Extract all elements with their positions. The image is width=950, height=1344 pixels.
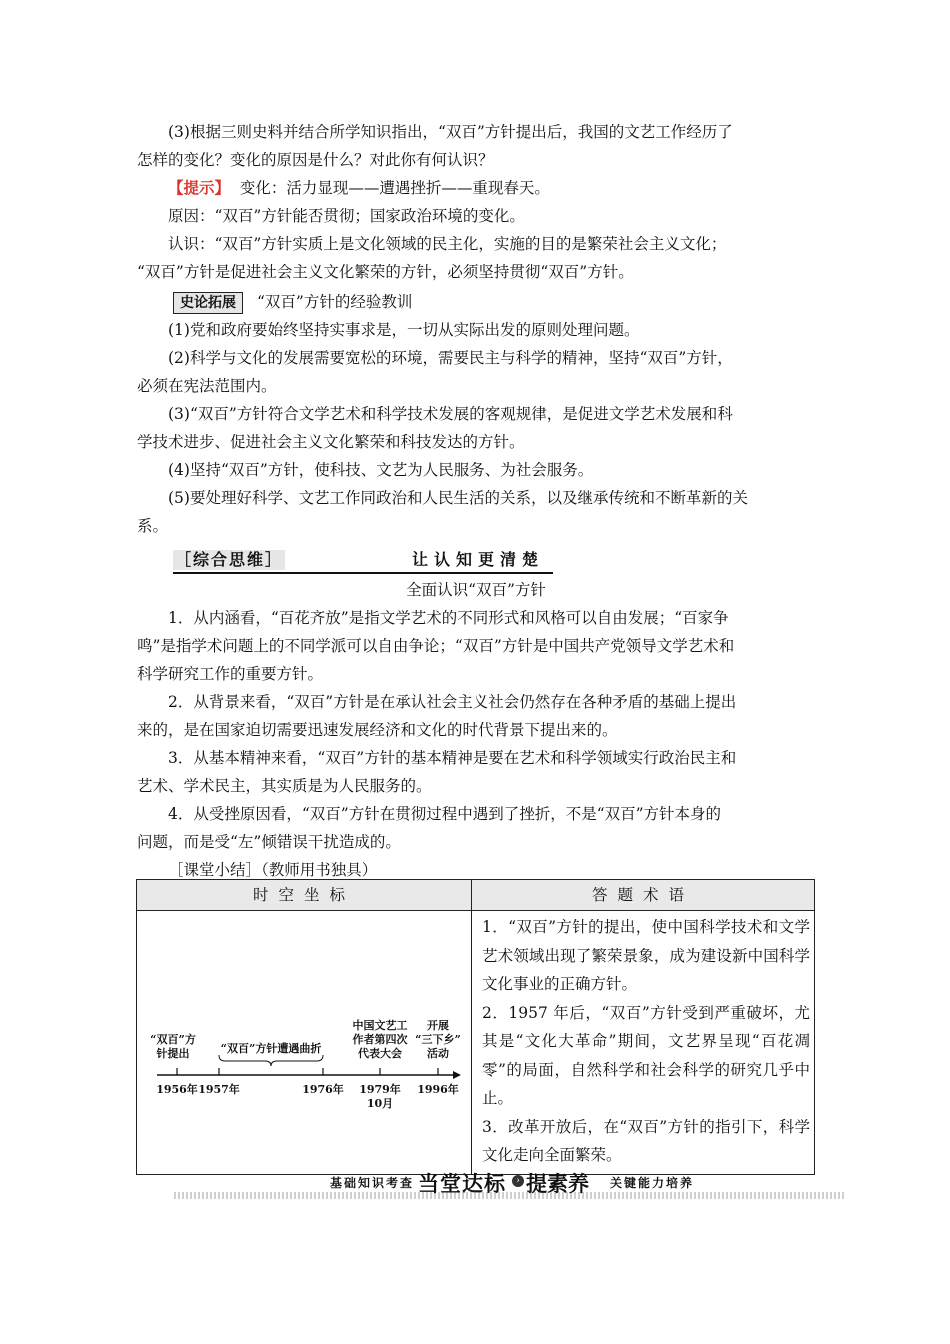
timeline-year: 1979年 — [359, 1082, 401, 1096]
synthesis-underline — [173, 572, 553, 574]
summary-col-timeline-header: 时空坐标 — [137, 880, 472, 911]
hint-reason: 原因：“双百”方针能否贯彻；国家政治环境的变化。 — [168, 207, 525, 225]
timeline-event-label: 中国文艺工 — [352, 1018, 408, 1032]
expand-item: (1)党和政府要始终坚持实事求是，一切从实际出发的原则处理问题。 — [168, 321, 640, 339]
timeline-arrow-head — [453, 1071, 461, 1079]
answer-terms-cell — [472, 911, 815, 1175]
footer-arrow-icon: › — [512, 1175, 524, 1187]
answer-term: 3．改革开放后，在“双百”方针的指引下，科学文化走向全面繁荣。 — [482, 1117, 810, 1164]
hint-change — [137, 174, 815, 202]
document-body — [137, 118, 815, 884]
synthesis-line: 2．从背景来看，“双百”方针是在承认社会主义社会仍然存在各种矛盾的基础上提出 — [168, 693, 737, 711]
summary-col-terms-header: 答题术语 — [472, 880, 815, 911]
synthesis-line: 4．从受挫原因看，“双百”方针在贯彻过程中遇到了挫折，不是“双百”方针本身的 — [168, 805, 722, 823]
expand-item: (3)“双百”方针符合文学艺术和科学技术发展的客观规律，是促进文学艺术发展和科 — [168, 405, 733, 423]
timeline-event-label: “双百”方 — [150, 1032, 196, 1046]
timeline-event-label: “三下乡” — [415, 1032, 461, 1046]
expand-item: 学技术进步、促进社会主义文化繁荣和科技发达的方针。 — [137, 433, 525, 451]
footer-left-text: 基础知识考查 — [330, 1176, 415, 1190]
synthesis-label: ［综合思维］ — [175, 550, 284, 569]
synthesis-line: 科学研究工作的重要方针。 — [137, 665, 324, 683]
footer-main-text-2: 提素养 — [526, 1172, 589, 1196]
footer-main-text: 当堂达标 — [418, 1172, 506, 1196]
summary-label: ［课堂小结］（教师用书独具） — [168, 861, 378, 879]
footer-right-text: 关键能力培养 — [610, 1176, 695, 1190]
synthesis-heading — [137, 546, 815, 576]
expand-item: 必须在宪法范围内。 — [137, 377, 277, 395]
timeline-event-label: 活动 — [427, 1046, 449, 1060]
question-3-line1: (3)根据三则史料并结合所学知识指出，“双百”方针提出后，我国的文艺工作经历了 — [168, 123, 733, 141]
answer-term: 1．“双百”方针的提出，使中国科学技术和文学艺术领域出现了繁荣景象，成为建设新中国科学文化事业的正确方针。 — [482, 918, 810, 993]
expand-label: 史论拓展 — [173, 292, 243, 314]
expand-heading — [137, 288, 815, 316]
timeline-year: 1956年 — [156, 1082, 198, 1096]
synthesis-right-title: 让认知更清楚 — [412, 550, 545, 569]
timeline-month: 10月 — [366, 1096, 394, 1110]
expand-item: 系。 — [137, 517, 169, 535]
expand-title: “双百”方针的经验教训 — [257, 293, 413, 311]
hint-view-line2: “双百”方针是促进社会主义文化繁荣的方针，必须坚持贯彻“双百”方针。 — [137, 263, 634, 281]
hint-tag: 【提示】 — [168, 179, 231, 197]
question-3-line2: 怎样的变化？变化的原因是什么？对此你有何认识？ — [137, 151, 494, 169]
synthesis-line: 鸣”是指学术问题上的不同学派可以自由争论；“双百”方针是中国共产党领导文学艺术和 — [137, 637, 735, 655]
synthesis-line: 问题，而是受“左”倾错误干扰造成的。 — [137, 833, 401, 851]
timeline-event-label: 代表大会 — [358, 1046, 402, 1060]
summary-table — [136, 879, 815, 1175]
timeline-year: 1957年 — [198, 1082, 240, 1096]
timeline-diagram — [137, 915, 471, 1166]
synthesis-subtitle: 全面认识“双百”方针 — [406, 581, 546, 599]
synthesis-line: 艺术、学术民主，其实质是为人民服务的。 — [137, 777, 432, 795]
timeline-event-label: 针提出 — [156, 1046, 190, 1060]
synthesis-line: 1．从内涵看，“百花齐放”是指文学艺术的不同形式和风格可以自由发展；“百家争 — [168, 609, 729, 627]
footer-banner — [174, 1168, 844, 1202]
answer-term: 2．1957 年后，“双百”方针受到严重破坏，尤其是“文化大革命”期间，文艺界呈现“百花凋零”的局面，自然科学和社会科学的研究几乎中止。 — [482, 1003, 810, 1107]
timeline-cell — [137, 911, 472, 1175]
hint-change-text: 变化：活力显现——遭遇挫折——重现春天。 — [239, 179, 550, 197]
expand-item: (4)坚持“双百”方针，使科技、文艺为人民服务、为社会服务。 — [168, 461, 594, 479]
timeline-brace — [219, 1055, 323, 1066]
timeline-event-label: 开展 — [427, 1018, 449, 1032]
timeline-event-label: “双百”方针遭遇曲折 — [220, 1041, 322, 1055]
timeline-year: 1996年 — [417, 1082, 459, 1096]
footer-dotted-bar — [174, 1192, 844, 1199]
timeline-year: 1976年 — [302, 1082, 344, 1096]
expand-item: (5)要处理好科学、文艺工作同政治和人民生活的关系，以及继承传统和不断革新的关 — [168, 489, 748, 507]
hint-view-line1: 认识：“双百”方针实质上是文化领域的民主化，实施的目的是繁荣社会主义文化； — [168, 235, 727, 253]
synthesis-line: 来的，是在国家迫切需要迅速发展经济和文化的时代背景下提出来的。 — [137, 721, 618, 739]
synthesis-line: 3．从基本精神来看，“双百”方针的基本精神是要在艺术和科学领域实行政治民主和 — [168, 749, 737, 767]
expand-item: (2)科学与文化的发展需要宽松的环境，需要民主与科学的精神，坚持“双百”方针， — [168, 349, 733, 367]
timeline-event-label: 作者第四次 — [352, 1032, 408, 1046]
